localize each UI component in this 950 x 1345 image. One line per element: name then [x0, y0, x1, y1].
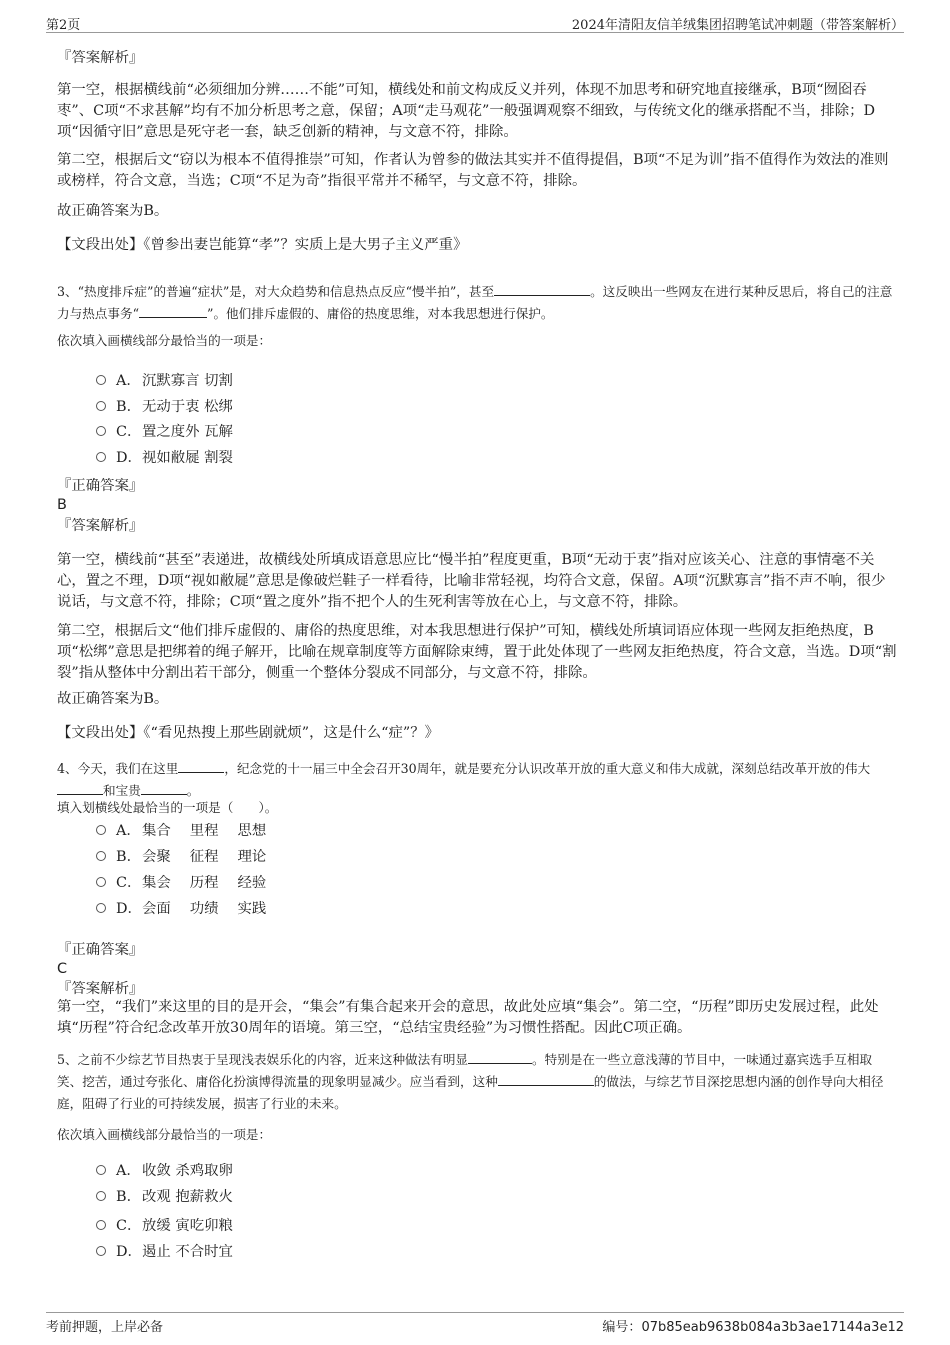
document-id: 编号：07b85eab9638b084a3b3ae17144a3e12: [602, 1320, 904, 1335]
q2-analysis-para2: 第二空，根据后文“窃以为根本不值得推崇”可知，作者认为曾参的做法其实并不值得提倡，B项“不足为训”指不值得作为效法的准则或榜样，符合文意，当选；C项“不足为奇”指很平常并不稀罕，与文意不符，排除。: [57, 152, 889, 189]
radio-icon[interactable]: [96, 1165, 106, 1175]
q3-instruction: 依次填入画横线部分最恰当的一项是：: [57, 333, 272, 348]
radio-icon[interactable]: [96, 452, 106, 462]
q3-answer-title: 『正确答案』: [57, 478, 144, 494]
page-footer: [46, 1312, 904, 1335]
q2-analysis-title: 『答案解析』: [57, 50, 144, 66]
q3-analysis-para1: 第一空，横线前“甚至”表递进，故横线处所填成语意思应比“慢半拍”程度更重，B项“无动于衷”指对应该关心、注意的事情毫不关心，置之不理，D项“视如敝屣”意思是像破烂鞋子一样看待，比喻非常轻视，均符合文意，保留。A项“沉默寡言”指不声不响，很少说话，与文意不符，排除；C项“置之度外”指不把个人的生死利害等放在心上，与文意不符，排除。: [57, 552, 886, 610]
q2-source: 【文段出处】《曾参出妻岂能算“孝”？实质上是大男子主义严重》: [57, 237, 468, 253]
blank: [498, 1071, 594, 1086]
q3-analysis-para2: 第二空，根据后文“他们排斥虚假的、庸俗的热度思维，对本我思想进行保护”可知，横线处所填词语应体现一些网友拒绝热度，B项“松绑”意思是把绑着的绳子解开，比喻在规章制度等方面解除束缚，置于此处体现了一些网友拒绝热度，符合文意，当选。D项“割裂”指从整体中分割出若干部分，侧重一个整体分裂成不同部分，与文意不符，排除。: [57, 623, 897, 681]
blank: [141, 780, 187, 795]
q5-instruction: 依次填入画横线部分最恰当的一项是：: [57, 1127, 272, 1142]
q4-instruction: 填入划横线处最恰当的一项是（ ）。: [57, 800, 278, 815]
q4-answer: C: [57, 961, 68, 977]
page-header: [46, 12, 904, 33]
radio-icon[interactable]: [96, 903, 106, 913]
q3-option-a[interactable]: A．沉默寡言 切割: [96, 371, 233, 391]
q3-analysis-title: 『答案解析』: [57, 518, 144, 534]
radio-icon[interactable]: [96, 1220, 106, 1230]
q2-analysis-para1: 第一空，根据横线前“必须细加分辨……不能”可知，横线处和前文构成反义并列，体现不加思考和研究地直接继承，B项“囫囵吞枣”、C项“不求甚解”均有不加分析思考之意，保留；A项“走马观花”一般强调观察不细致，与传统文化的继承搭配不当，排除；D项“因循守旧”意思是死守老一套，缺乏创新的精神，与文意不符，排除。: [57, 82, 876, 140]
blank: [468, 1049, 532, 1064]
q3-option-b[interactable]: B．无动于衷 松绑: [96, 397, 233, 417]
blank: [494, 281, 590, 296]
q5-stem: 5、之前不少综艺节目热衷于呈现浅表娱乐化的内容，近来这种做法有明显 。特别是在一些立意浅薄的节目中，一味通过嘉宾选手互相取笑、挖苦，通过夸张化、庸俗化扮演博得流量的现象明显减少。应当看到，这种 的做法，与综艺节目深挖思想内涵的创作导向大相径庭，阻碍了行业的可持续发展，损害了行业的未来。: [57, 1049, 897, 1115]
q3-option-c[interactable]: C．置之度外 瓦解: [96, 422, 233, 442]
blank: [139, 303, 207, 318]
q2-conclusion: 故正确答案为B。: [57, 203, 169, 219]
blank: [178, 758, 224, 773]
q5-option-c[interactable]: C．放缓 寅吃卯粮: [96, 1216, 233, 1236]
radio-icon[interactable]: [96, 825, 106, 835]
q4-option-c[interactable]: C．集会 历程 经验: [96, 873, 266, 893]
q4-option-a[interactable]: A．集合 里程 思想: [96, 821, 266, 841]
radio-icon[interactable]: [96, 401, 106, 411]
radio-icon[interactable]: [96, 1246, 106, 1256]
radio-icon[interactable]: [96, 1191, 106, 1201]
q3-answer: B: [57, 497, 67, 513]
q4-analysis-para1: 第一空，“我们”来这里的目的是开会，“集会”有集合起来开会的意思，故此处应填“集会”。第二空，“历程”即历史发展过程，此处填“历程”符合纪念改革开放30周年的语境。第三空，“总结宝贵经验”为习惯性搭配。因此C项正确。: [57, 999, 879, 1036]
radio-icon[interactable]: [96, 426, 106, 436]
radio-icon[interactable]: [96, 375, 106, 385]
footer-slogan: 考前押题，上岸必备: [46, 1320, 164, 1335]
q3-source: 【文段出处】《“看见热搜上那些剧就烦”，这是什么“症”？》: [57, 725, 439, 741]
radio-icon[interactable]: [96, 851, 106, 861]
q4-stem: 4、今天，我们在这里 ，纪念党的十一届三中全会召开30周年，就是要充分认识改革开放的重大意义和伟大成就，深刻总结改革开放的伟大和宝贵 。: [57, 758, 897, 802]
document-title: 2024年清阳友信羊绒集团招聘笔试冲刺题（带答案解析）: [571, 18, 904, 33]
q3-stem: 3、“热度排斥症”的普遍“症状”是，对大众趋势和信息热点反应“慢半拍”，甚至 。这反映出一些网友在进行某种反思后，将自己的注意力与热点事务“ ”。他们排斥虚假的、庸俗的热度思维，对本我思想进行保护。: [57, 281, 897, 325]
q4-analysis-title: 『答案解析』: [57, 981, 144, 997]
q4-answer-title: 『正确答案』: [57, 942, 144, 958]
q4-option-d[interactable]: D．会面 功绩 实践: [96, 899, 266, 919]
q5-option-d[interactable]: D．遏止 不合时宜: [96, 1242, 233, 1262]
radio-icon[interactable]: [96, 877, 106, 887]
q3-option-d[interactable]: D．视如敝屣 割裂: [96, 448, 233, 468]
q4-option-b[interactable]: B．会聚 征程 理论: [96, 847, 266, 867]
q3-conclusion: 故正确答案为B。: [57, 691, 169, 707]
q5-option-b[interactable]: B．改观 抱薪救火: [96, 1187, 233, 1207]
blank: [57, 780, 103, 795]
page-number: 第2页: [46, 18, 81, 33]
q5-option-a[interactable]: A．收敛 杀鸡取卵: [96, 1161, 233, 1181]
